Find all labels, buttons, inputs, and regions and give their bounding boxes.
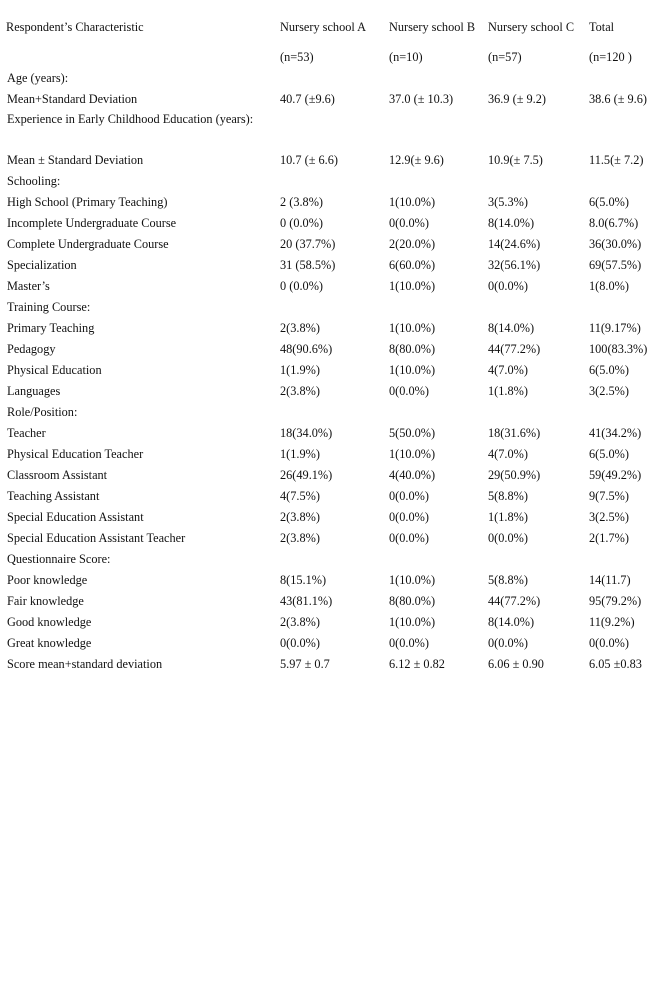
- cell-nursery-c: 5(8.8%): [488, 489, 528, 503]
- cell-nursery-a: 0 (0.0%): [280, 279, 324, 293]
- cell-total: 6(5.0%): [589, 447, 629, 461]
- cell-nursery-b: 0(0.0%): [389, 531, 429, 545]
- cell-nursery-b: [389, 110, 488, 150]
- cell-nursery-a: 43(81.1%): [280, 594, 333, 608]
- table-row: [6, 570, 664, 591]
- table-row: [6, 423, 664, 444]
- table-row: [6, 213, 664, 234]
- cell-nursery-b: [389, 68, 488, 89]
- cell-nursery-c: 3(5.3%): [488, 195, 528, 209]
- cell-nursery-a: [280, 171, 389, 192]
- table-row: [6, 150, 664, 171]
- section-label: Questionnaire Score:: [7, 552, 111, 566]
- cell-nursery-c: [488, 68, 589, 89]
- cell-nursery-a: 5.97 ± 0.7: [280, 657, 330, 671]
- cell-nursery-a: [280, 297, 389, 318]
- cell-nursery-b: 0(0.0%): [389, 636, 429, 650]
- table-row: [6, 591, 664, 612]
- cell-nursery-b: 1(10.0%): [389, 363, 436, 377]
- cell-total: 41(34.2%): [589, 426, 642, 440]
- cell-nursery-a: 2(3.8%): [280, 531, 320, 545]
- cell-nursery-c: 1(1.8%): [488, 384, 528, 398]
- row-label: Special Education Assistant Teacher: [7, 531, 186, 545]
- row-label: Great knowledge: [7, 636, 92, 650]
- cell-nursery-b: 1(10.0%): [389, 615, 436, 629]
- row-label: Primary Teaching: [7, 321, 95, 335]
- cell-nursery-c: 1(1.8%): [488, 510, 528, 524]
- cell-nursery-c: 5(8.8%): [488, 573, 528, 587]
- cell-total: 6(5.0%): [589, 363, 629, 377]
- cell-total: 11.5(± 7.2): [589, 153, 644, 167]
- cell-nursery-c: 0(0.0%): [488, 531, 528, 545]
- header-nursery-c: Nursery school C: [488, 19, 575, 34]
- cell-nursery-c: [488, 297, 589, 318]
- cell-nursery-b: 1(10.0%): [389, 321, 436, 335]
- cell-total: 6(5.0%): [589, 195, 629, 209]
- cell-nursery-b: 0(0.0%): [389, 510, 429, 524]
- row-label: Mean ± Standard Deviation: [7, 153, 144, 167]
- table-row: [6, 276, 664, 297]
- cell-total: 59(49.2%): [589, 468, 642, 482]
- cell-nursery-a: 0(0.0%): [280, 636, 320, 650]
- cell-nursery-a: 18(34.0%): [280, 426, 333, 440]
- cell-total: [589, 402, 664, 423]
- table-row: [6, 444, 664, 465]
- cell-total: 100(83.3%): [589, 342, 648, 356]
- row-label: Poor knowledge: [7, 573, 88, 587]
- cell-total: [589, 110, 664, 150]
- cell-total: 3(2.5%): [589, 384, 629, 398]
- cell-nursery-c: 8(14.0%): [488, 321, 535, 335]
- row-label: Specialization: [7, 258, 77, 272]
- cell-nursery-b: 1(10.0%): [389, 279, 436, 293]
- cell-total: [589, 549, 664, 570]
- header-nursery-a: Nursery school A: [280, 19, 367, 34]
- sample-size-row: [6, 47, 664, 68]
- row-label: Score mean+standard deviation: [7, 657, 163, 671]
- cell-total: 2(1.7%): [589, 531, 629, 545]
- row-label: Teaching Assistant: [7, 489, 100, 503]
- cell-nursery-b: 12.9(± 9.6): [389, 153, 444, 167]
- cell-nursery-b: 5(50.0%): [389, 426, 436, 440]
- cell-nursery-c: [488, 171, 589, 192]
- cell-nursery-b: [389, 549, 488, 570]
- table-row: [6, 654, 664, 675]
- section-header-row: [6, 68, 664, 89]
- cell-total: 36(30.0%): [589, 237, 642, 251]
- sample-size-b: (n=10): [389, 50, 423, 64]
- table-row: [6, 89, 664, 110]
- cell-nursery-a: 26(49.1%): [280, 468, 333, 482]
- cell-nursery-a: 1(1.9%): [280, 363, 320, 377]
- cell-total: [589, 171, 664, 192]
- table-row: [6, 339, 664, 360]
- cell-total: 11(9.2%): [589, 615, 635, 629]
- row-label: Physical Education Teacher: [7, 447, 144, 461]
- cell-total: 38.6 (± 9.6): [589, 92, 647, 106]
- table-row: [6, 192, 664, 213]
- table-row: [6, 360, 664, 381]
- section-header-row: [6, 549, 664, 570]
- cell-nursery-c: [488, 110, 589, 150]
- cell-total: 1(8.0%): [589, 279, 629, 293]
- section-label: Experience in Early Childhood Education (years):: [7, 112, 254, 126]
- section-label: Age (years):: [7, 71, 69, 85]
- table-row: [6, 507, 664, 528]
- table-row: [6, 381, 664, 402]
- cell-nursery-c: 44(77.2%): [488, 342, 541, 356]
- cell-total: 8.0(6.7%): [589, 216, 639, 230]
- section-label: Training Course:: [7, 300, 91, 314]
- row-label: Master’s: [7, 279, 50, 293]
- cell-total: 3(2.5%): [589, 510, 629, 524]
- row-label: Classroom Assistant: [7, 468, 108, 482]
- cell-nursery-b: 2(20.0%): [389, 237, 436, 251]
- sample-size-a: (n=53): [280, 50, 314, 64]
- row-label: Teacher: [7, 426, 46, 440]
- cell-nursery-c: 18(31.6%): [488, 426, 541, 440]
- header-total: Total: [589, 19, 615, 34]
- cell-nursery-b: [389, 402, 488, 423]
- table-body: [6, 68, 664, 675]
- cell-nursery-c: 29(50.9%): [488, 468, 541, 482]
- cell-nursery-a: 2(3.8%): [280, 615, 320, 629]
- sample-size-c: (n=57): [488, 50, 522, 64]
- cell-nursery-b: 0(0.0%): [389, 216, 429, 230]
- cell-nursery-a: 4(7.5%): [280, 489, 320, 503]
- cell-nursery-b: 1(10.0%): [389, 447, 436, 461]
- cell-nursery-a: 2(3.8%): [280, 510, 320, 524]
- cell-nursery-b: 0(0.0%): [389, 489, 429, 503]
- row-label: Incomplete Undergraduate Course: [7, 216, 177, 230]
- cell-nursery-a: 0 (0.0%): [280, 216, 324, 230]
- cell-nursery-b: 8(80.0%): [389, 594, 436, 608]
- cell-nursery-c: 0(0.0%): [488, 279, 528, 293]
- sample-size-total: (n=120 ): [589, 50, 632, 64]
- cell-total: 14(11.7): [589, 573, 631, 587]
- section-header-row: [6, 110, 664, 150]
- section-label: Schooling:: [7, 174, 61, 188]
- header-row: [6, 7, 664, 47]
- row-label: Languages: [7, 384, 61, 398]
- table-row: [6, 255, 664, 276]
- cell-nursery-c: 6.06 ± 0.90: [488, 657, 544, 671]
- cell-nursery-c: 8(14.0%): [488, 216, 535, 230]
- cell-nursery-a: [280, 68, 389, 89]
- cell-nursery-b: 37.0 (± 10.3): [389, 92, 454, 106]
- table-row: [6, 612, 664, 633]
- table-row: [6, 528, 664, 549]
- row-label: Complete Undergraduate Course: [7, 237, 169, 251]
- cell-nursery-a: 48(90.6%): [280, 342, 333, 356]
- cell-total: 69(57.5%): [589, 258, 642, 272]
- cell-nursery-a: [280, 110, 389, 150]
- section-header-row: [6, 171, 664, 192]
- cell-nursery-a: 10.7 (± 6.6): [280, 153, 338, 167]
- cell-nursery-a: 2 (3.8%): [280, 195, 324, 209]
- respondent-characteristics-table: [6, 7, 664, 675]
- table-row: [6, 633, 664, 654]
- row-label: Physical Education: [7, 363, 102, 377]
- cell-nursery-b: 1(10.0%): [389, 573, 436, 587]
- cell-nursery-c: 32(56.1%): [488, 258, 541, 272]
- respondent-characteristics-table-container: [6, 7, 664, 675]
- row-label: Pedagogy: [7, 342, 56, 356]
- cell-nursery-b: 6.12 ± 0.82: [389, 657, 445, 671]
- cell-total: 6.05 ±0.83: [589, 657, 642, 671]
- cell-nursery-c: 10.9(± 7.5): [488, 153, 543, 167]
- row-label: Good knowledge: [7, 615, 92, 629]
- cell-nursery-c: 0(0.0%): [488, 636, 528, 650]
- table-row: [6, 486, 664, 507]
- cell-total: [589, 68, 664, 89]
- cell-nursery-a: 1(1.9%): [280, 447, 320, 461]
- section-header-row: [6, 402, 664, 423]
- cell-nursery-a: 20 (37.7%): [280, 237, 336, 251]
- cell-nursery-b: 0(0.0%): [389, 384, 429, 398]
- cell-total: 0(0.0%): [589, 636, 629, 650]
- cell-nursery-a: [280, 549, 389, 570]
- cell-nursery-c: [488, 402, 589, 423]
- cell-nursery-c: [488, 549, 589, 570]
- cell-nursery-c: 44(77.2%): [488, 594, 541, 608]
- cell-nursery-b: 8(80.0%): [389, 342, 436, 356]
- row-label: Fair knowledge: [7, 594, 84, 608]
- cell-total: 11(9.17%): [589, 321, 641, 335]
- cell-nursery-a: [280, 402, 389, 423]
- section-header-row: [6, 297, 664, 318]
- cell-nursery-c: 36.9 (± 9.2): [488, 92, 546, 106]
- cell-nursery-c: 14(24.6%): [488, 237, 541, 251]
- cell-nursery-a: 31 (58.5%): [280, 258, 336, 272]
- row-label: Mean+Standard Deviation: [7, 92, 138, 106]
- table-row: [6, 465, 664, 486]
- table-row: [6, 234, 664, 255]
- sample-size-label: [6, 47, 280, 68]
- row-label: Special Education Assistant: [7, 510, 144, 524]
- row-label: High School (Primary Teaching): [7, 195, 168, 209]
- cell-nursery-b: [389, 297, 488, 318]
- header-characteristic: Respondent’s Characteristic: [6, 19, 144, 34]
- cell-nursery-c: 8(14.0%): [488, 615, 535, 629]
- section-label: Role/Position:: [7, 405, 78, 419]
- cell-nursery-b: 1(10.0%): [389, 195, 436, 209]
- cell-nursery-b: 6(60.0%): [389, 258, 436, 272]
- cell-nursery-c: 4(7.0%): [488, 363, 528, 377]
- table-row: [6, 318, 664, 339]
- cell-nursery-c: 4(7.0%): [488, 447, 528, 461]
- cell-nursery-a: 2(3.8%): [280, 321, 320, 335]
- cell-nursery-b: [389, 171, 488, 192]
- cell-nursery-a: 8(15.1%): [280, 573, 327, 587]
- cell-total: 9(7.5%): [589, 489, 629, 503]
- cell-total: 95(79.2%): [589, 594, 642, 608]
- cell-nursery-b: 4(40.0%): [389, 468, 436, 482]
- cell-total: [589, 297, 664, 318]
- cell-nursery-a: 2(3.8%): [280, 384, 320, 398]
- cell-nursery-a: 40.7 (±9.6): [280, 92, 335, 106]
- table-header: [6, 7, 664, 68]
- header-nursery-b: Nursery school B: [389, 19, 476, 34]
